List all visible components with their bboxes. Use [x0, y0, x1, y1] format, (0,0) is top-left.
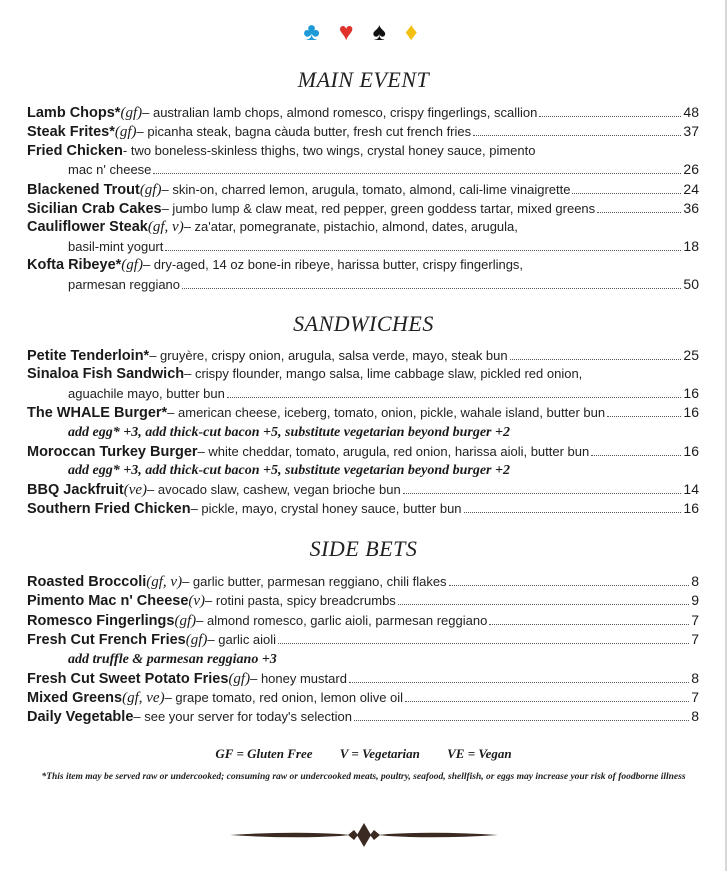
item-price: 16	[683, 442, 699, 459]
item-description: – almond romesco, garlic aioli, parmesan reggiano	[196, 612, 488, 628]
dietary-tag: (ve)	[123, 482, 148, 499]
item-description-continued: parmesan reggiano	[68, 276, 181, 292]
menu-item	[27, 688, 699, 707]
dot-leader	[165, 250, 681, 251]
dot-leader	[597, 212, 681, 213]
menu-item-line	[27, 669, 699, 688]
raw-food-disclaimer: *This item may be served raw or undercooked; consuming raw or undercooked meats, poultry, seafood, shellfish, or eggs may increase your risk of foodborne illness	[41, 772, 686, 782]
menu-item	[27, 199, 699, 218]
item-description: – rotini pasta, spicy breadcrumbs	[205, 593, 396, 609]
dietary-tag: (gf)	[121, 257, 143, 274]
dietary-tag: (gf)	[185, 632, 208, 649]
menu-item-line-continued	[27, 160, 699, 179]
menu-item	[27, 669, 699, 688]
item-description: – crispy flounder, mango salsa, lime cabbage slaw, pickled red onion,	[184, 366, 583, 382]
menu-item-line	[27, 142, 699, 160]
item-name: Blackened Trout	[27, 181, 140, 198]
menu-item	[27, 256, 699, 294]
menu-item	[27, 365, 699, 403]
menu-item	[27, 122, 699, 141]
menu-item-line	[27, 346, 699, 365]
ornament-divider-icon	[230, 822, 498, 848]
item-price: 36	[683, 200, 699, 217]
item-description-continued: basil-mint yogurt	[68, 238, 164, 254]
item-name: Sinaloa Fish Sandwich	[27, 366, 185, 383]
menu-item	[27, 480, 699, 499]
item-description: – white cheddar, tomato, arugula, red onion, harissa aioli, butter bun	[197, 443, 590, 459]
menu-item	[27, 218, 699, 256]
item-price: 8	[691, 669, 699, 686]
item-name: Fried Chicken	[27, 142, 123, 159]
item-price: 8	[691, 708, 699, 725]
dot-leader	[539, 116, 681, 117]
item-description: – avocado slaw, cashew, vegan brioche bun	[147, 482, 401, 498]
item-name: BBQ Jackfruit	[27, 482, 124, 499]
item-name: Fresh Cut French Fries	[27, 632, 186, 649]
dietary-tag: (gf)	[174, 612, 197, 629]
item-name: Southern Fried Chicken	[27, 501, 191, 518]
item-name: Lamb Chops*	[27, 105, 121, 121]
menu-item	[27, 591, 699, 610]
menu-list-sandwiches	[27, 346, 699, 519]
dietary-tag: (gf, v)	[146, 574, 183, 590]
menu-item	[27, 103, 699, 122]
item-description: – american cheese, iceberg, tomato, onion, pickle, wahale island, butter bun	[167, 405, 606, 421]
card-suits-header	[0, 18, 727, 46]
dot-leader	[227, 397, 682, 398]
item-description: – skin-on, charred lemon, arugula, tomato, almond, cali-lime vinaigrette	[161, 181, 571, 197]
item-price: 16	[683, 500, 699, 517]
menu-item-line	[27, 591, 699, 610]
heart-icon: ♥	[338, 18, 360, 46]
item-price: 37	[683, 123, 699, 140]
dot-leader	[354, 720, 689, 721]
dot-leader	[591, 455, 681, 456]
item-description: – honey mustard	[250, 670, 347, 686]
dot-leader	[398, 604, 689, 605]
item-description-continued: mac n' cheese	[68, 162, 152, 178]
menu-item-line	[27, 480, 699, 499]
club-icon: ♣	[303, 18, 326, 46]
item-price: 7	[691, 631, 699, 648]
menu-item-line-continued	[27, 384, 699, 403]
item-description: – picanha steak, bagna càuda butter, fresh cut french fries	[136, 124, 472, 140]
spade-icon: ♠	[372, 18, 392, 46]
dot-leader	[403, 493, 682, 494]
menu-item	[27, 403, 699, 441]
item-price: 16	[683, 404, 699, 421]
dot-leader	[278, 643, 689, 644]
item-description: – jumbo lump & claw meat, red pepper, green goddess tartar, mixed greens	[161, 201, 596, 217]
legend-gluten-free: GF = Gluten Free	[215, 746, 313, 761]
item-description: – dry-aged, 14 oz bone-in ribeye, harissa butter, crispy fingerlings,	[142, 257, 524, 273]
item-name: Cauliflower Steak	[27, 219, 148, 236]
item-name: Mixed Greens	[27, 690, 123, 707]
add-on-options: add truffle & parmesan reggiano +3	[68, 651, 277, 667]
dietary-tag: (gf)	[139, 181, 162, 198]
item-price: 7	[691, 611, 699, 628]
menu-item	[27, 180, 699, 199]
item-description: – australian lamb chops, almond romesco, crispy fingerlings, scallion	[142, 105, 538, 120]
menu-item-line	[27, 180, 699, 199]
menu-item-line	[27, 572, 699, 591]
item-name: Petite Tenderloin*	[27, 348, 150, 364]
item-name: Daily Vegetable	[27, 709, 134, 726]
menu-item	[27, 630, 699, 668]
item-name: Romesco Fingerlings	[27, 612, 175, 629]
menu-item	[27, 142, 699, 180]
menu-item-line	[27, 707, 699, 726]
menu-item-line	[27, 199, 699, 218]
menu-item	[27, 499, 699, 518]
menu-item-line	[27, 442, 699, 461]
menu-item	[27, 346, 699, 365]
dot-leader	[572, 193, 681, 194]
item-price: 14	[683, 481, 699, 498]
dot-leader	[489, 624, 689, 625]
add-on-options: add egg* +3, add thick-cut bacon +5, substitute vegetarian beyond burger +2	[68, 463, 510, 479]
menu-item-line-continued	[27, 275, 699, 294]
dot-leader	[510, 359, 682, 360]
item-description: – garlic aioli	[207, 632, 277, 648]
diamond-icon: ♦	[404, 18, 424, 46]
menu-item-line	[27, 103, 699, 122]
dot-leader	[473, 135, 681, 136]
menu-list-side-bets	[27, 572, 699, 727]
dietary-tag: (gf)	[228, 670, 251, 687]
menu-item-line	[27, 499, 699, 518]
dot-leader	[182, 288, 681, 289]
dietary-tag: (gf, ve)	[122, 690, 165, 707]
item-name: Sicilian Crab Cakes	[27, 201, 162, 218]
dot-leader	[405, 701, 689, 702]
item-price: 50	[683, 275, 699, 292]
item-name: Pimento Mac n' Cheese	[27, 593, 189, 610]
item-description: – garlic butter, parmesan reggiano, chili flakes	[182, 574, 447, 589]
item-name: Moroccan Turkey Burger	[27, 443, 198, 460]
item-price: 25	[683, 347, 699, 363]
menu-item	[27, 707, 699, 726]
menu-item-line	[27, 365, 699, 383]
item-description: – pickle, mayo, crystal honey sauce, butter bun	[190, 501, 462, 517]
item-price: 48	[683, 104, 699, 120]
item-name: Steak Frites*	[27, 124, 115, 141]
menu-item	[27, 572, 699, 591]
item-price: 16	[683, 384, 699, 401]
item-description: - two boneless-skinless thighs, two wings, crystal honey sauce, pimento	[122, 142, 536, 158]
menu-list-main-event	[27, 103, 699, 294]
item-description: – gruyère, crispy onion, arugula, salsa verde, mayo, steak bun	[149, 348, 508, 363]
item-name: The WHALE Burger*	[27, 405, 168, 422]
dot-leader	[607, 416, 681, 417]
dot-leader	[153, 173, 681, 174]
item-description: – grape tomato, red onion, lemon olive oil	[164, 690, 404, 706]
dietary-tag: (gf)	[114, 124, 137, 141]
item-price: 18	[683, 237, 699, 254]
item-description: – see your server for today's selection	[133, 709, 352, 725]
section-title-side-bets: SIDE BETS	[309, 536, 418, 561]
item-name: Fresh Cut Sweet Potato Fries	[27, 670, 229, 687]
add-on-options: add egg* +3, add thick-cut bacon +5, substitute vegetarian beyond burger +2	[68, 424, 510, 440]
legend-vegan: VE = Vegan	[447, 746, 512, 761]
menu-item-line	[27, 611, 699, 630]
item-description: – za'atar, pomegranate, pistachio, almond, dates, arugula,	[183, 219, 518, 235]
dot-leader	[464, 512, 682, 513]
dot-leader	[449, 585, 690, 586]
dot-leader	[349, 682, 689, 683]
dietary-tag: (gf)	[120, 105, 143, 121]
menu-item	[27, 611, 699, 630]
item-price: 8	[691, 573, 699, 589]
menu-item	[27, 442, 699, 480]
dietary-tag: (v)	[188, 593, 206, 610]
item-description-continued: aguachile mayo, butter bun	[68, 385, 225, 401]
item-price: 24	[683, 180, 699, 197]
item-price: 7	[691, 689, 699, 706]
menu-item-line-continued	[27, 237, 699, 256]
menu-item-line	[27, 256, 699, 274]
section-title-main-event: MAIN EVENT	[297, 67, 430, 92]
item-price: 9	[691, 592, 699, 609]
legend-vegetarian: V = Vegetarian	[339, 746, 420, 761]
dietary-tag: (gf, v)	[147, 219, 184, 236]
section-title-sandwiches: SANDWICHES	[293, 311, 434, 336]
menu-item-line	[27, 688, 699, 707]
item-name: Roasted Broccoli	[27, 574, 147, 590]
item-price: 26	[683, 161, 699, 178]
menu-item-line	[27, 403, 699, 422]
menu-item-line	[27, 122, 699, 141]
menu-item-line	[27, 218, 699, 236]
item-name: Kofta Ribeye*	[27, 257, 122, 274]
dietary-legend	[0, 746, 727, 762]
menu-item-line	[27, 630, 699, 649]
